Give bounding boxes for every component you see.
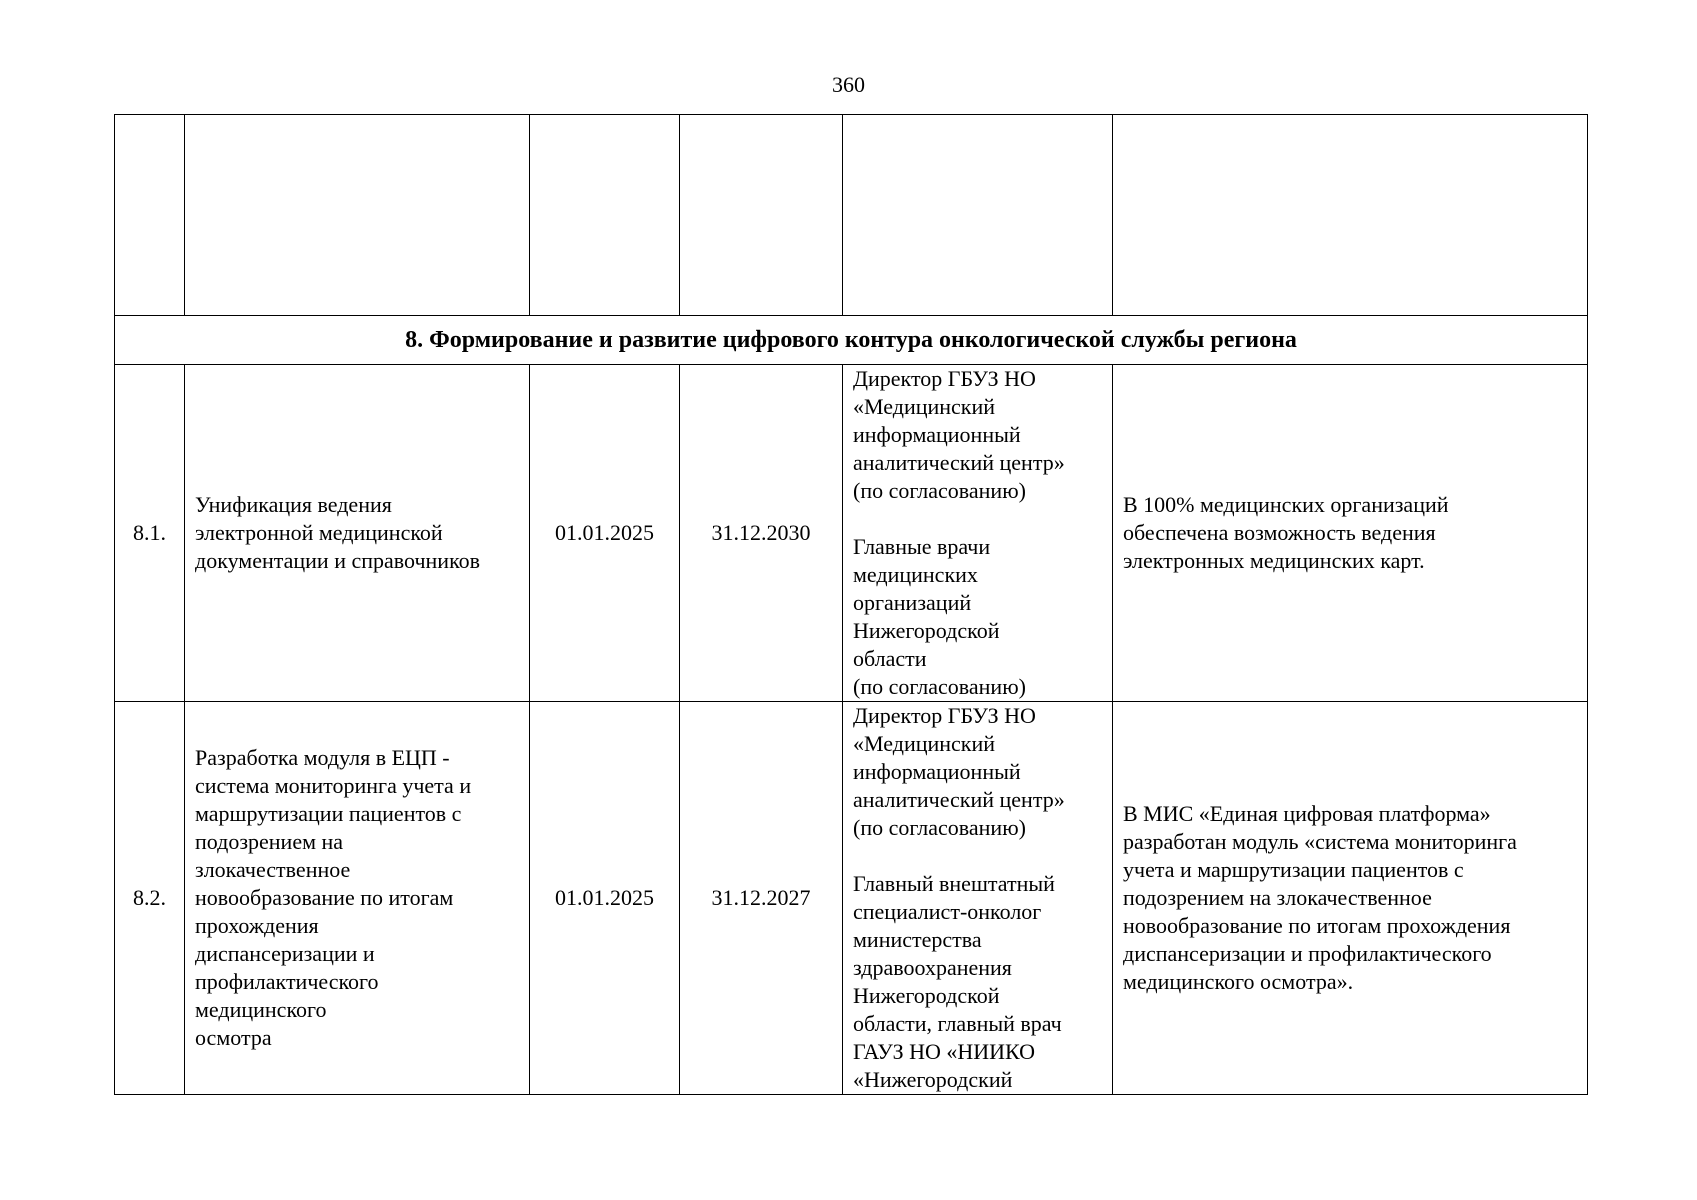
text-line: (по согласованию)	[853, 674, 1026, 699]
text-line: медицинского	[195, 997, 327, 1022]
row-number: 8.1.	[115, 365, 185, 702]
text-line: электронной медицинской	[195, 520, 443, 545]
text-line: Нижегородской	[853, 983, 1000, 1008]
start-date: 01.01.2025	[530, 365, 680, 702]
end-date: 31.12.2030	[680, 365, 843, 702]
text-line: учета и маршрутизации пациентов с	[1123, 857, 1464, 882]
text-line: Унификация ведения	[195, 492, 392, 517]
text-line: организаций	[853, 590, 972, 615]
text-line: Главные врачи	[853, 534, 991, 559]
text-line: обеспечена возможность ведения	[1123, 520, 1436, 545]
end-date: 31.12.2027	[680, 702, 843, 1095]
table-row-continuation	[115, 115, 1588, 316]
text-line: Директор ГБУЗ НО	[853, 366, 1036, 391]
text-line: «Медицинский	[853, 731, 996, 756]
start-date: 01.01.2025	[530, 702, 680, 1095]
text-line: новообразование по итогам	[195, 885, 454, 910]
text-line: разработан модуль «система мониторинга	[1123, 829, 1517, 854]
spacer	[853, 505, 1102, 533]
page-number: 360	[832, 72, 865, 97]
text-line: подозрением на злокачественное	[1123, 885, 1432, 910]
activity-name	[185, 365, 530, 702]
table-cell	[1113, 115, 1588, 316]
text-line: подозрением на	[195, 829, 344, 854]
text-line: министерства	[853, 927, 982, 952]
text-line: Нижегородской	[853, 618, 1000, 643]
expected-result	[1113, 702, 1588, 1095]
text-line: области, главный врач	[853, 1011, 1062, 1036]
activity-name	[185, 702, 530, 1095]
responsible	[843, 702, 1113, 1095]
text-line: злокачественное	[195, 857, 351, 882]
table-cell	[185, 115, 530, 316]
expected-result	[1113, 365, 1588, 702]
text-line: профилактического	[195, 969, 379, 994]
text-line: (по согласованию)	[853, 478, 1026, 503]
text-line: маршрутизации пациентов с	[195, 801, 462, 826]
text-line: специалист-онколог	[853, 899, 1042, 924]
section-title: 8. Формирование и развитие цифрового контура онкологической службы региона	[115, 316, 1588, 365]
text-line: электронных медицинских карт.	[1123, 548, 1425, 573]
text-line: система мониторинга учета и	[195, 773, 472, 798]
text-line: «Медицинский	[853, 394, 996, 419]
text-line: медицинского осмотра».	[1123, 969, 1354, 994]
text-line: аналитический центр»	[853, 787, 1065, 812]
text-line: «Нижегородский	[853, 1067, 1013, 1092]
text-line: В МИС «Единая цифровая платформа»	[1123, 801, 1491, 826]
responsible	[843, 365, 1113, 702]
text-line: В 100% медицинских организаций	[1123, 492, 1449, 517]
table-cell	[115, 115, 185, 316]
text-line: аналитический центр»	[853, 450, 1065, 475]
section-header-row	[115, 316, 1588, 365]
spacer	[853, 842, 1102, 870]
text-line: прохождения	[195, 913, 319, 938]
text-line: ГАУЗ НО «НИИКО	[853, 1039, 1036, 1064]
text-line: Разработка модуля в ЕЦП -	[195, 745, 450, 770]
text-line: здравоохранения	[853, 955, 1012, 980]
table-cell	[843, 115, 1113, 316]
text-line: Главный внештатный	[853, 871, 1055, 896]
table-row	[115, 365, 1588, 702]
table-row	[115, 702, 1588, 1095]
text-line: (по согласованию)	[853, 815, 1026, 840]
table-cell	[680, 115, 843, 316]
text-line: диспансеризации и	[195, 941, 375, 966]
text-line: области	[853, 646, 927, 671]
text-line: документации и справочников	[195, 548, 481, 573]
text-line: медицинских	[853, 562, 978, 587]
text-line: информационный	[853, 422, 1021, 447]
row-number: 8.2.	[115, 702, 185, 1095]
text-line: информационный	[853, 759, 1021, 784]
table-cell	[530, 115, 680, 316]
text-line: новообразование по итогам прохождения	[1123, 913, 1511, 938]
plan-table	[114, 114, 1588, 1095]
text-line: осмотра	[195, 1025, 272, 1050]
text-line: Директор ГБУЗ НО	[853, 703, 1036, 728]
text-line: диспансеризации и профилактического	[1123, 941, 1492, 966]
